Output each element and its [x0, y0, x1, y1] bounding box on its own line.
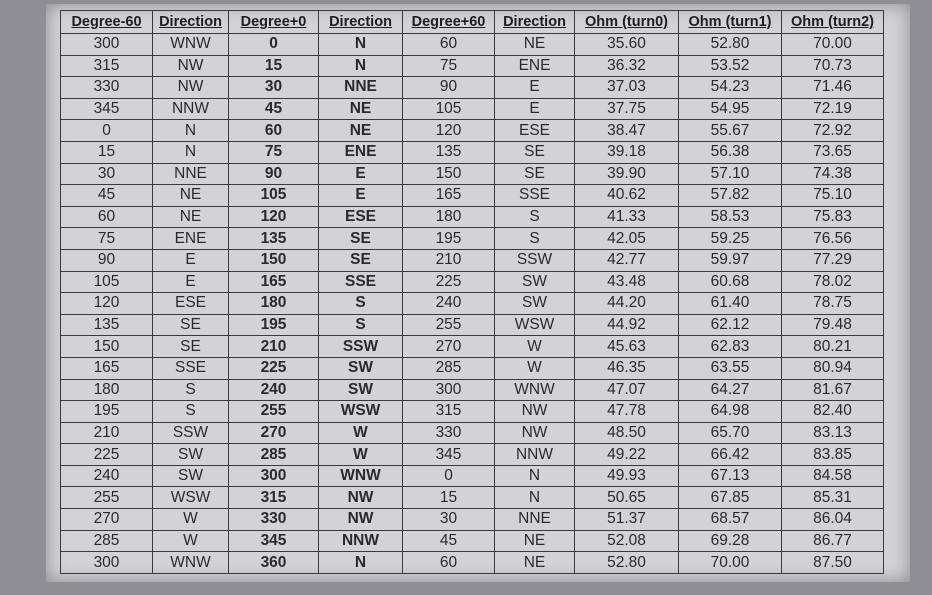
- cell-ohm-turn2: 84.58: [782, 465, 884, 487]
- cell-degree-plus-0: 300: [229, 465, 319, 487]
- cell-degree-plus-60: 240: [403, 293, 495, 315]
- cell-direction-2: ESE: [319, 206, 403, 228]
- cell-degree-plus-60: 0: [403, 465, 495, 487]
- cell-ohm-turn1: 53.52: [679, 55, 782, 77]
- degree-direction-ohm-table: [60, 10, 884, 574]
- cell-ohm-turn0: 38.47: [575, 120, 679, 142]
- cell-degree-plus-60: 270: [403, 336, 495, 358]
- cell-direction-2: SW: [319, 357, 403, 379]
- cell-degree-plus-60: 225: [403, 271, 495, 293]
- cell-direction-2: NNW: [319, 530, 403, 552]
- table-row: [61, 401, 884, 423]
- cell-direction-2: W: [319, 422, 403, 444]
- header-degree-plus-0: Degree+0: [229, 11, 319, 34]
- cell-direction-3: W: [495, 336, 575, 358]
- table-row: [61, 77, 884, 99]
- cell-ohm-turn0: 43.48: [575, 271, 679, 293]
- cell-direction-3: S: [495, 206, 575, 228]
- cell-ohm-turn1: 58.53: [679, 206, 782, 228]
- cell-ohm-turn0: 45.63: [575, 336, 679, 358]
- cell-direction-2: WSW: [319, 401, 403, 423]
- cell-degree-minus-60: 330: [61, 77, 153, 99]
- cell-direction-2: SSW: [319, 336, 403, 358]
- cell-direction-3: ESE: [495, 120, 575, 142]
- cell-direction-1: E: [153, 249, 229, 271]
- header-direction-1: Direction: [153, 11, 229, 34]
- cell-ohm-turn0: 52.08: [575, 530, 679, 552]
- cell-degree-plus-0: 360: [229, 552, 319, 574]
- cell-ohm-turn1: 65.70: [679, 422, 782, 444]
- cell-ohm-turn2: 86.04: [782, 509, 884, 531]
- cell-ohm-turn2: 85.31: [782, 487, 884, 509]
- cell-degree-plus-60: 150: [403, 163, 495, 185]
- cell-degree-minus-60: 45: [61, 185, 153, 207]
- cell-direction-1: S: [153, 401, 229, 423]
- cell-degree-minus-60: 30: [61, 163, 153, 185]
- cell-direction-3: SSW: [495, 249, 575, 271]
- cell-direction-1: N: [153, 120, 229, 142]
- header-direction-3: Direction: [495, 11, 575, 34]
- table-row: [61, 314, 884, 336]
- cell-ohm-turn2: 75.83: [782, 206, 884, 228]
- header-direction-2: Direction: [319, 11, 403, 34]
- cell-degree-minus-60: 225: [61, 444, 153, 466]
- cell-direction-1: SE: [153, 314, 229, 336]
- cell-ohm-turn0: 40.62: [575, 185, 679, 207]
- header-ohm-turn2: Ohm (turn2): [782, 11, 884, 34]
- cell-ohm-turn0: 42.05: [575, 228, 679, 250]
- cell-degree-plus-60: 195: [403, 228, 495, 250]
- cell-degree-plus-60: 180: [403, 206, 495, 228]
- cell-direction-1: ESE: [153, 293, 229, 315]
- cell-ohm-turn0: 35.60: [575, 34, 679, 56]
- cell-ohm-turn1: 54.95: [679, 98, 782, 120]
- cell-ohm-turn1: 56.38: [679, 141, 782, 163]
- cell-degree-plus-60: 285: [403, 357, 495, 379]
- cell-degree-plus-60: 315: [403, 401, 495, 423]
- cell-direction-1: NE: [153, 206, 229, 228]
- cell-degree-plus-60: 330: [403, 422, 495, 444]
- cell-ohm-turn2: 71.46: [782, 77, 884, 99]
- cell-degree-plus-0: 270: [229, 422, 319, 444]
- cell-ohm-turn0: 48.50: [575, 422, 679, 444]
- cell-ohm-turn0: 49.22: [575, 444, 679, 466]
- cell-direction-2: ENE: [319, 141, 403, 163]
- cell-degree-minus-60: 75: [61, 228, 153, 250]
- cell-ohm-turn0: 52.80: [575, 552, 679, 574]
- cell-direction-3: NNE: [495, 509, 575, 531]
- header-degree-plus-60: Degree+60: [403, 11, 495, 34]
- cell-degree-minus-60: 195: [61, 401, 153, 423]
- cell-direction-3: S: [495, 228, 575, 250]
- table-row: [61, 293, 884, 315]
- cell-direction-3: WSW: [495, 314, 575, 336]
- cell-degree-plus-60: 30: [403, 509, 495, 531]
- cell-ohm-turn0: 44.92: [575, 314, 679, 336]
- cell-direction-2: S: [319, 314, 403, 336]
- cell-degree-plus-0: 105: [229, 185, 319, 207]
- cell-direction-2: E: [319, 185, 403, 207]
- cell-direction-1: ENE: [153, 228, 229, 250]
- cell-degree-plus-0: 120: [229, 206, 319, 228]
- cell-direction-2: SSE: [319, 271, 403, 293]
- cell-ohm-turn0: 44.20: [575, 293, 679, 315]
- cell-degree-minus-60: 180: [61, 379, 153, 401]
- cell-ohm-turn1: 68.57: [679, 509, 782, 531]
- cell-ohm-turn1: 62.83: [679, 336, 782, 358]
- cell-ohm-turn1: 66.42: [679, 444, 782, 466]
- cell-direction-3: NE: [495, 530, 575, 552]
- cell-ohm-turn2: 87.50: [782, 552, 884, 574]
- cell-direction-1: SW: [153, 465, 229, 487]
- cell-degree-plus-0: 225: [229, 357, 319, 379]
- cell-degree-minus-60: 300: [61, 34, 153, 56]
- cell-ohm-turn0: 47.07: [575, 379, 679, 401]
- cell-direction-1: SSW: [153, 422, 229, 444]
- cell-direction-3: SE: [495, 141, 575, 163]
- table-row: [61, 336, 884, 358]
- cell-direction-3: SW: [495, 271, 575, 293]
- cell-ohm-turn1: 59.25: [679, 228, 782, 250]
- cell-ohm-turn1: 67.13: [679, 465, 782, 487]
- cell-direction-3: W: [495, 357, 575, 379]
- cell-degree-minus-60: 90: [61, 249, 153, 271]
- cell-direction-3: NNW: [495, 444, 575, 466]
- cell-degree-minus-60: 60: [61, 206, 153, 228]
- cell-direction-2: N: [319, 552, 403, 574]
- cell-degree-plus-0: 45: [229, 98, 319, 120]
- cell-direction-1: S: [153, 379, 229, 401]
- cell-ohm-turn2: 78.02: [782, 271, 884, 293]
- cell-ohm-turn1: 61.40: [679, 293, 782, 315]
- cell-degree-minus-60: 315: [61, 55, 153, 77]
- cell-direction-3: NW: [495, 401, 575, 423]
- table-row: [61, 228, 884, 250]
- header-ohm-turn1: Ohm (turn1): [679, 11, 782, 34]
- table-row: [61, 98, 884, 120]
- cell-direction-3: E: [495, 98, 575, 120]
- cell-ohm-turn2: 80.94: [782, 357, 884, 379]
- cell-direction-2: N: [319, 34, 403, 56]
- table-row: [61, 530, 884, 552]
- table-row: [61, 163, 884, 185]
- cell-ohm-turn2: 76.56: [782, 228, 884, 250]
- cell-direction-1: NW: [153, 77, 229, 99]
- cell-degree-plus-60: 135: [403, 141, 495, 163]
- cell-direction-1: N: [153, 141, 229, 163]
- cell-ohm-turn0: 42.77: [575, 249, 679, 271]
- cell-degree-plus-0: 180: [229, 293, 319, 315]
- cell-ohm-turn2: 73.65: [782, 141, 884, 163]
- cell-ohm-turn0: 39.18: [575, 141, 679, 163]
- cell-direction-2: NW: [319, 487, 403, 509]
- cell-ohm-turn2: 82.40: [782, 401, 884, 423]
- cell-degree-plus-0: 60: [229, 120, 319, 142]
- cell-direction-1: NNW: [153, 98, 229, 120]
- cell-degree-plus-0: 345: [229, 530, 319, 552]
- cell-ohm-turn1: 70.00: [679, 552, 782, 574]
- cell-degree-plus-0: 315: [229, 487, 319, 509]
- cell-degree-minus-60: 255: [61, 487, 153, 509]
- table-row: [61, 141, 884, 163]
- cell-degree-plus-60: 255: [403, 314, 495, 336]
- cell-ohm-turn0: 39.90: [575, 163, 679, 185]
- cell-ohm-turn0: 51.37: [575, 509, 679, 531]
- cell-degree-plus-60: 345: [403, 444, 495, 466]
- cell-degree-minus-60: 105: [61, 271, 153, 293]
- cell-degree-plus-0: 330: [229, 509, 319, 531]
- cell-ohm-turn0: 47.78: [575, 401, 679, 423]
- cell-ohm-turn1: 69.28: [679, 530, 782, 552]
- cell-direction-1: WSW: [153, 487, 229, 509]
- cell-direction-3: SSE: [495, 185, 575, 207]
- cell-direction-1: E: [153, 271, 229, 293]
- cell-direction-3: N: [495, 465, 575, 487]
- cell-ohm-turn1: 63.55: [679, 357, 782, 379]
- cell-degree-minus-60: 120: [61, 293, 153, 315]
- table-row: [61, 185, 884, 207]
- cell-direction-1: NE: [153, 185, 229, 207]
- cell-degree-minus-60: 150: [61, 336, 153, 358]
- cell-degree-plus-0: 255: [229, 401, 319, 423]
- cell-direction-2: NE: [319, 98, 403, 120]
- cell-direction-1: WNW: [153, 552, 229, 574]
- cell-direction-3: NE: [495, 552, 575, 574]
- cell-degree-minus-60: 15: [61, 141, 153, 163]
- table-row: [61, 422, 884, 444]
- cell-ohm-turn2: 74.38: [782, 163, 884, 185]
- header-row: [61, 11, 884, 34]
- cell-ohm-turn2: 77.29: [782, 249, 884, 271]
- cell-direction-2: SE: [319, 249, 403, 271]
- cell-direction-2: WNW: [319, 465, 403, 487]
- cell-ohm-turn2: 83.85: [782, 444, 884, 466]
- cell-direction-1: NNE: [153, 163, 229, 185]
- cell-degree-plus-60: 60: [403, 552, 495, 574]
- cell-degree-plus-0: 195: [229, 314, 319, 336]
- cell-degree-minus-60: 345: [61, 98, 153, 120]
- cell-ohm-turn2: 70.73: [782, 55, 884, 77]
- cell-degree-plus-60: 300: [403, 379, 495, 401]
- cell-direction-2: S: [319, 293, 403, 315]
- cell-degree-plus-60: 75: [403, 55, 495, 77]
- table-row: [61, 509, 884, 531]
- cell-degree-plus-0: 90: [229, 163, 319, 185]
- cell-ohm-turn0: 46.35: [575, 357, 679, 379]
- header-ohm-turn0: Ohm (turn0): [575, 11, 679, 34]
- table-row: [61, 552, 884, 574]
- cell-degree-plus-0: 30: [229, 77, 319, 99]
- table-row: [61, 206, 884, 228]
- cell-ohm-turn2: 72.92: [782, 120, 884, 142]
- cell-degree-minus-60: 285: [61, 530, 153, 552]
- cell-degree-plus-0: 165: [229, 271, 319, 293]
- cell-ohm-turn2: 75.10: [782, 185, 884, 207]
- cell-direction-1: NW: [153, 55, 229, 77]
- cell-ohm-turn2: 81.67: [782, 379, 884, 401]
- cell-direction-2: NNE: [319, 77, 403, 99]
- cell-direction-3: NW: [495, 422, 575, 444]
- cell-direction-2: NE: [319, 120, 403, 142]
- cell-ohm-turn2: 86.77: [782, 530, 884, 552]
- table-row: [61, 357, 884, 379]
- cell-direction-1: W: [153, 509, 229, 531]
- header-degree-minus-60: Degree-60: [61, 11, 153, 34]
- cell-degree-minus-60: 300: [61, 552, 153, 574]
- cell-degree-plus-0: 285: [229, 444, 319, 466]
- cell-degree-plus-0: 0: [229, 34, 319, 56]
- cell-direction-2: SW: [319, 379, 403, 401]
- cell-ohm-turn2: 72.19: [782, 98, 884, 120]
- cell-ohm-turn1: 64.98: [679, 401, 782, 423]
- cell-direction-3: E: [495, 77, 575, 99]
- cell-direction-2: E: [319, 163, 403, 185]
- table-row: [61, 120, 884, 142]
- cell-degree-minus-60: 210: [61, 422, 153, 444]
- cell-degree-plus-60: 120: [403, 120, 495, 142]
- cell-degree-minus-60: 165: [61, 357, 153, 379]
- table-row: [61, 444, 884, 466]
- cell-direction-2: N: [319, 55, 403, 77]
- cell-direction-3: SW: [495, 293, 575, 315]
- table-row: [61, 55, 884, 77]
- cell-degree-plus-0: 240: [229, 379, 319, 401]
- cell-direction-1: WNW: [153, 34, 229, 56]
- cell-direction-2: NW: [319, 509, 403, 531]
- table-row: [61, 271, 884, 293]
- cell-ohm-turn1: 59.97: [679, 249, 782, 271]
- cell-degree-plus-60: 210: [403, 249, 495, 271]
- cell-direction-3: N: [495, 487, 575, 509]
- cell-direction-1: SSE: [153, 357, 229, 379]
- cell-degree-plus-60: 90: [403, 77, 495, 99]
- cell-ohm-turn0: 41.33: [575, 206, 679, 228]
- cell-ohm-turn2: 83.13: [782, 422, 884, 444]
- cell-direction-1: W: [153, 530, 229, 552]
- cell-degree-plus-0: 75: [229, 141, 319, 163]
- cell-ohm-turn1: 52.80: [679, 34, 782, 56]
- cell-degree-minus-60: 270: [61, 509, 153, 531]
- cell-ohm-turn1: 54.23: [679, 77, 782, 99]
- cell-degree-plus-0: 135: [229, 228, 319, 250]
- cell-degree-minus-60: 135: [61, 314, 153, 336]
- cell-direction-3: WNW: [495, 379, 575, 401]
- cell-direction-2: W: [319, 444, 403, 466]
- cell-ohm-turn0: 50.65: [575, 487, 679, 509]
- cell-degree-plus-0: 210: [229, 336, 319, 358]
- cell-degree-minus-60: 240: [61, 465, 153, 487]
- cell-ohm-turn2: 70.00: [782, 34, 884, 56]
- cell-direction-3: SE: [495, 163, 575, 185]
- cell-ohm-turn0: 49.93: [575, 465, 679, 487]
- cell-degree-plus-60: 60: [403, 34, 495, 56]
- table-row: [61, 487, 884, 509]
- cell-degree-minus-60: 0: [61, 120, 153, 142]
- cell-ohm-turn0: 37.75: [575, 98, 679, 120]
- table-row: [61, 249, 884, 271]
- cell-degree-plus-60: 105: [403, 98, 495, 120]
- cell-ohm-turn2: 80.21: [782, 336, 884, 358]
- cell-ohm-turn1: 60.68: [679, 271, 782, 293]
- cell-degree-plus-0: 150: [229, 249, 319, 271]
- cell-ohm-turn2: 79.48: [782, 314, 884, 336]
- cell-ohm-turn0: 36.32: [575, 55, 679, 77]
- cell-direction-3: NE: [495, 34, 575, 56]
- cell-degree-plus-60: 165: [403, 185, 495, 207]
- cell-ohm-turn1: 57.10: [679, 163, 782, 185]
- cell-ohm-turn0: 37.03: [575, 77, 679, 99]
- cell-direction-3: ENE: [495, 55, 575, 77]
- cell-ohm-turn1: 57.82: [679, 185, 782, 207]
- table-row: [61, 379, 884, 401]
- cell-degree-plus-60: 15: [403, 487, 495, 509]
- table-row: [61, 465, 884, 487]
- cell-direction-2: SE: [319, 228, 403, 250]
- cell-ohm-turn1: 62.12: [679, 314, 782, 336]
- cell-ohm-turn2: 78.75: [782, 293, 884, 315]
- table-row: [61, 34, 884, 56]
- cell-direction-1: SE: [153, 336, 229, 358]
- cell-ohm-turn1: 64.27: [679, 379, 782, 401]
- cell-ohm-turn1: 67.85: [679, 487, 782, 509]
- cell-ohm-turn1: 55.67: [679, 120, 782, 142]
- cell-degree-plus-0: 15: [229, 55, 319, 77]
- cell-degree-plus-60: 45: [403, 530, 495, 552]
- cell-direction-1: SW: [153, 444, 229, 466]
